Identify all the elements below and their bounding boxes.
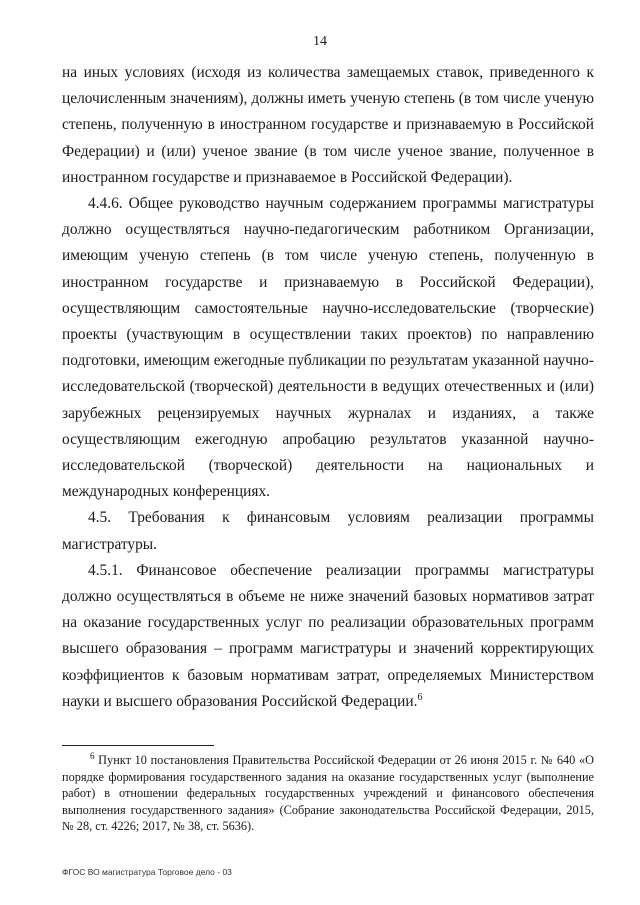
footnote (62, 752, 594, 835)
footnote-reference: 6 (417, 691, 423, 703)
document-footer: ФГОС ВО магистратура Торговое дело - 03 (62, 867, 232, 877)
footnote-marker: 6 (90, 750, 95, 761)
paragraph-4-5-1-text: 4.5.1. Финансовое обеспечение реализации программы магистратуры должно осуществляться в объеме не ниже значений базовых нормативов затрат на оказание государственных услуг по реализации образовательных программ высшего образования – программ магистратуры и значений корректирующих коэффициентов к базовым нормативам затрат, определяемых Министерством науки и высшего образования Российской Федерации. (62, 561, 594, 710)
paragraph-4-4-6: 4.4.6. Общее руководство научным содержанием программы магистратуры должно осуществляться научно-педагогическим работником Организации, имеющим ученую степень (в том числе ученую степень, полученную в иностранном государстве и признаваемую в Российской Федерации), осуществляющим самостоятельные научно-исследовательские (творческие) проекты (участвующим в осуществлении таких проектов) по направлению подготовки, имеющим ежегодные публикации по результатам указанной научно-исследовательской (творческой) деятельности в ведущих отечественных и (или) зарубежных рецензируемых научных журналах и изданиях, а также осуществляющим ежегодную апробацию результатов указанной научно-исследовательской (творческой) деятельности на национальных и международных конференциях. (62, 195, 594, 501)
footnote-divider (62, 745, 214, 746)
footnote-text: Пункт 10 постановления Правительства Российской Федерации от 26 июня 2015 г. № 640 «О порядке формирования государственного задания на оказание государственных услуг (выполнение работ) в отношении федеральных государственных учреждений и финансового обеспечения выполнения государственного задания» (Собрание законодательства Российской Федерации, 2015, № 28, ст. 4226; 2017, № 38, ст. 5636). (62, 753, 594, 834)
page-number: 14 (313, 34, 327, 49)
paragraph-continuation: на иных условиях (исходя из количества замещаемых ставок, приведенного к целочисленным значениям), должны иметь ученую степень (в том числе ученую степень, полученную в иностранном государстве и признаваемую в Российской Федерации) и (или) ученое звание (в том числе ученое звание, полученное в иностранном государстве и признаваемое в Российской Федерации). (62, 64, 594, 186)
paragraph-4-5-1 (62, 558, 594, 715)
paragraph-4-5: 4.5. Требования к финансовым условиям реализации программы магистратуры. (62, 509, 594, 553)
document-body (62, 60, 594, 715)
